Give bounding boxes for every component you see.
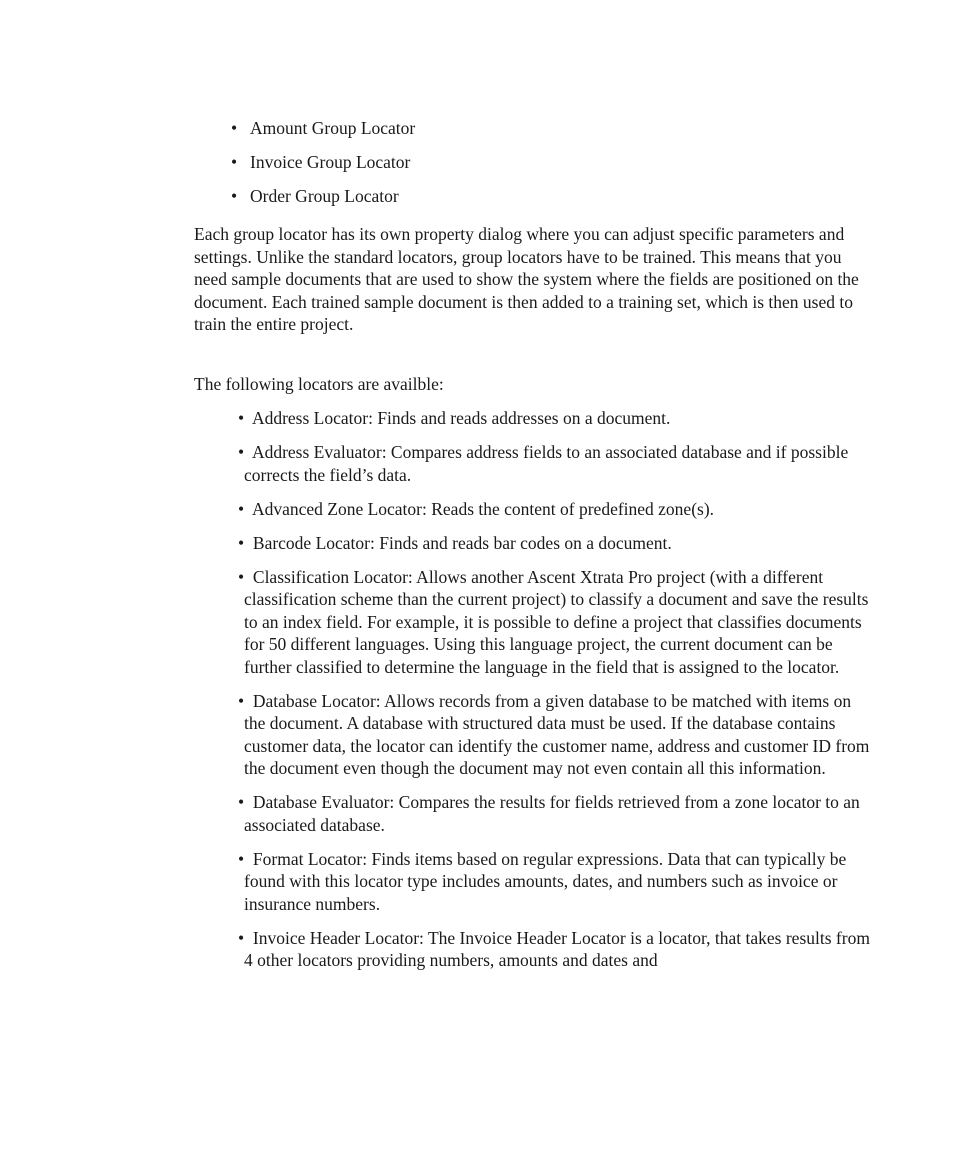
list-item xyxy=(231,927,871,972)
bullet-icon: • xyxy=(238,498,245,519)
bullet-icon: • xyxy=(238,566,245,587)
list-item-text: Address Locator: Finds and reads addresses on a document. xyxy=(251,408,671,428)
list-item xyxy=(231,441,871,486)
list-item xyxy=(231,498,871,521)
list-item xyxy=(231,185,871,208)
list-item-text: Database Evaluator: Compares the results for fields retrieved from a zone locator to an associated database. xyxy=(244,792,860,835)
bullet-icon: • xyxy=(231,118,238,138)
group-locator-list xyxy=(231,117,871,219)
bullet-icon: • xyxy=(231,152,238,172)
bullet-icon: • xyxy=(238,792,245,812)
group-locator-paragraph: Each group locator has its own property dialog where you can adjust specific parameters and settings. Unlike the standard locators, group locators have to be trained. This means that you need sample documents that are used to show the system where the fields are positioned on the document. Each trained sample document is then added to a training set, which is then used to train the entire project. xyxy=(194,224,859,334)
bullet-icon: • xyxy=(238,532,245,553)
list-item-text: Barcode Locator: Finds and reads bar codes on a document. xyxy=(252,532,672,553)
list-item-text: Address Evaluator: Compares address fields to an associated database and if possible corrects the field’s data. xyxy=(244,442,849,485)
list-item xyxy=(231,532,871,555)
list-item xyxy=(231,407,871,430)
bullet-icon: • xyxy=(231,186,238,206)
bullet-icon: • xyxy=(238,408,245,428)
list-item-text: Classification Locator: Allows another Ascent Xtrata Pro project (with a different classification scheme than the current project) to classify a document and save the results to an index field. For example, it is possible to define a project that classifies documents for 50 different languages. Using this language project, the current document can be further classified to determine the language in the field that is assigned to the locator. xyxy=(244,566,869,677)
list-item xyxy=(231,566,871,679)
list-item-text: Invoice Header Locator: The Invoice Header Locator is a locator, that takes results from 4 other locators providing numbers, amounts and dates and xyxy=(244,927,870,970)
list-item xyxy=(231,791,871,836)
list-item-text: Format Locator: Finds items based on regular expressions. Data that can typically be found with this locator type includes amounts, dates, and numbers such as invoice or insurance numbers. xyxy=(244,848,847,914)
list-item xyxy=(231,690,871,780)
bullet-icon: • xyxy=(238,690,245,711)
list-item-text: Amount Group Locator xyxy=(250,118,416,138)
list-item-text: Invoice Group Locator xyxy=(250,152,411,172)
list-item xyxy=(231,848,871,916)
bullet-icon: • xyxy=(238,442,245,462)
list-item xyxy=(231,151,871,174)
list-item xyxy=(231,117,871,140)
bullet-icon: • xyxy=(238,927,245,948)
bullet-icon: • xyxy=(238,848,245,869)
list-item-text: Database Locator: Allows records from a given database to be matched with items on the document. A database with structured data must be used. If the database contains customer data, the locator can identify the customer name, address and customer ID from the document even though the document may not even contain all this information. xyxy=(244,690,870,778)
list-item-text: Advanced Zone Locator: Reads the content of predefined zone(s). xyxy=(251,498,715,519)
locators-intro-paragraph: The following locators are availble: xyxy=(194,374,444,394)
list-item-text: Order Group Locator xyxy=(250,186,399,206)
locator-list xyxy=(231,407,871,983)
